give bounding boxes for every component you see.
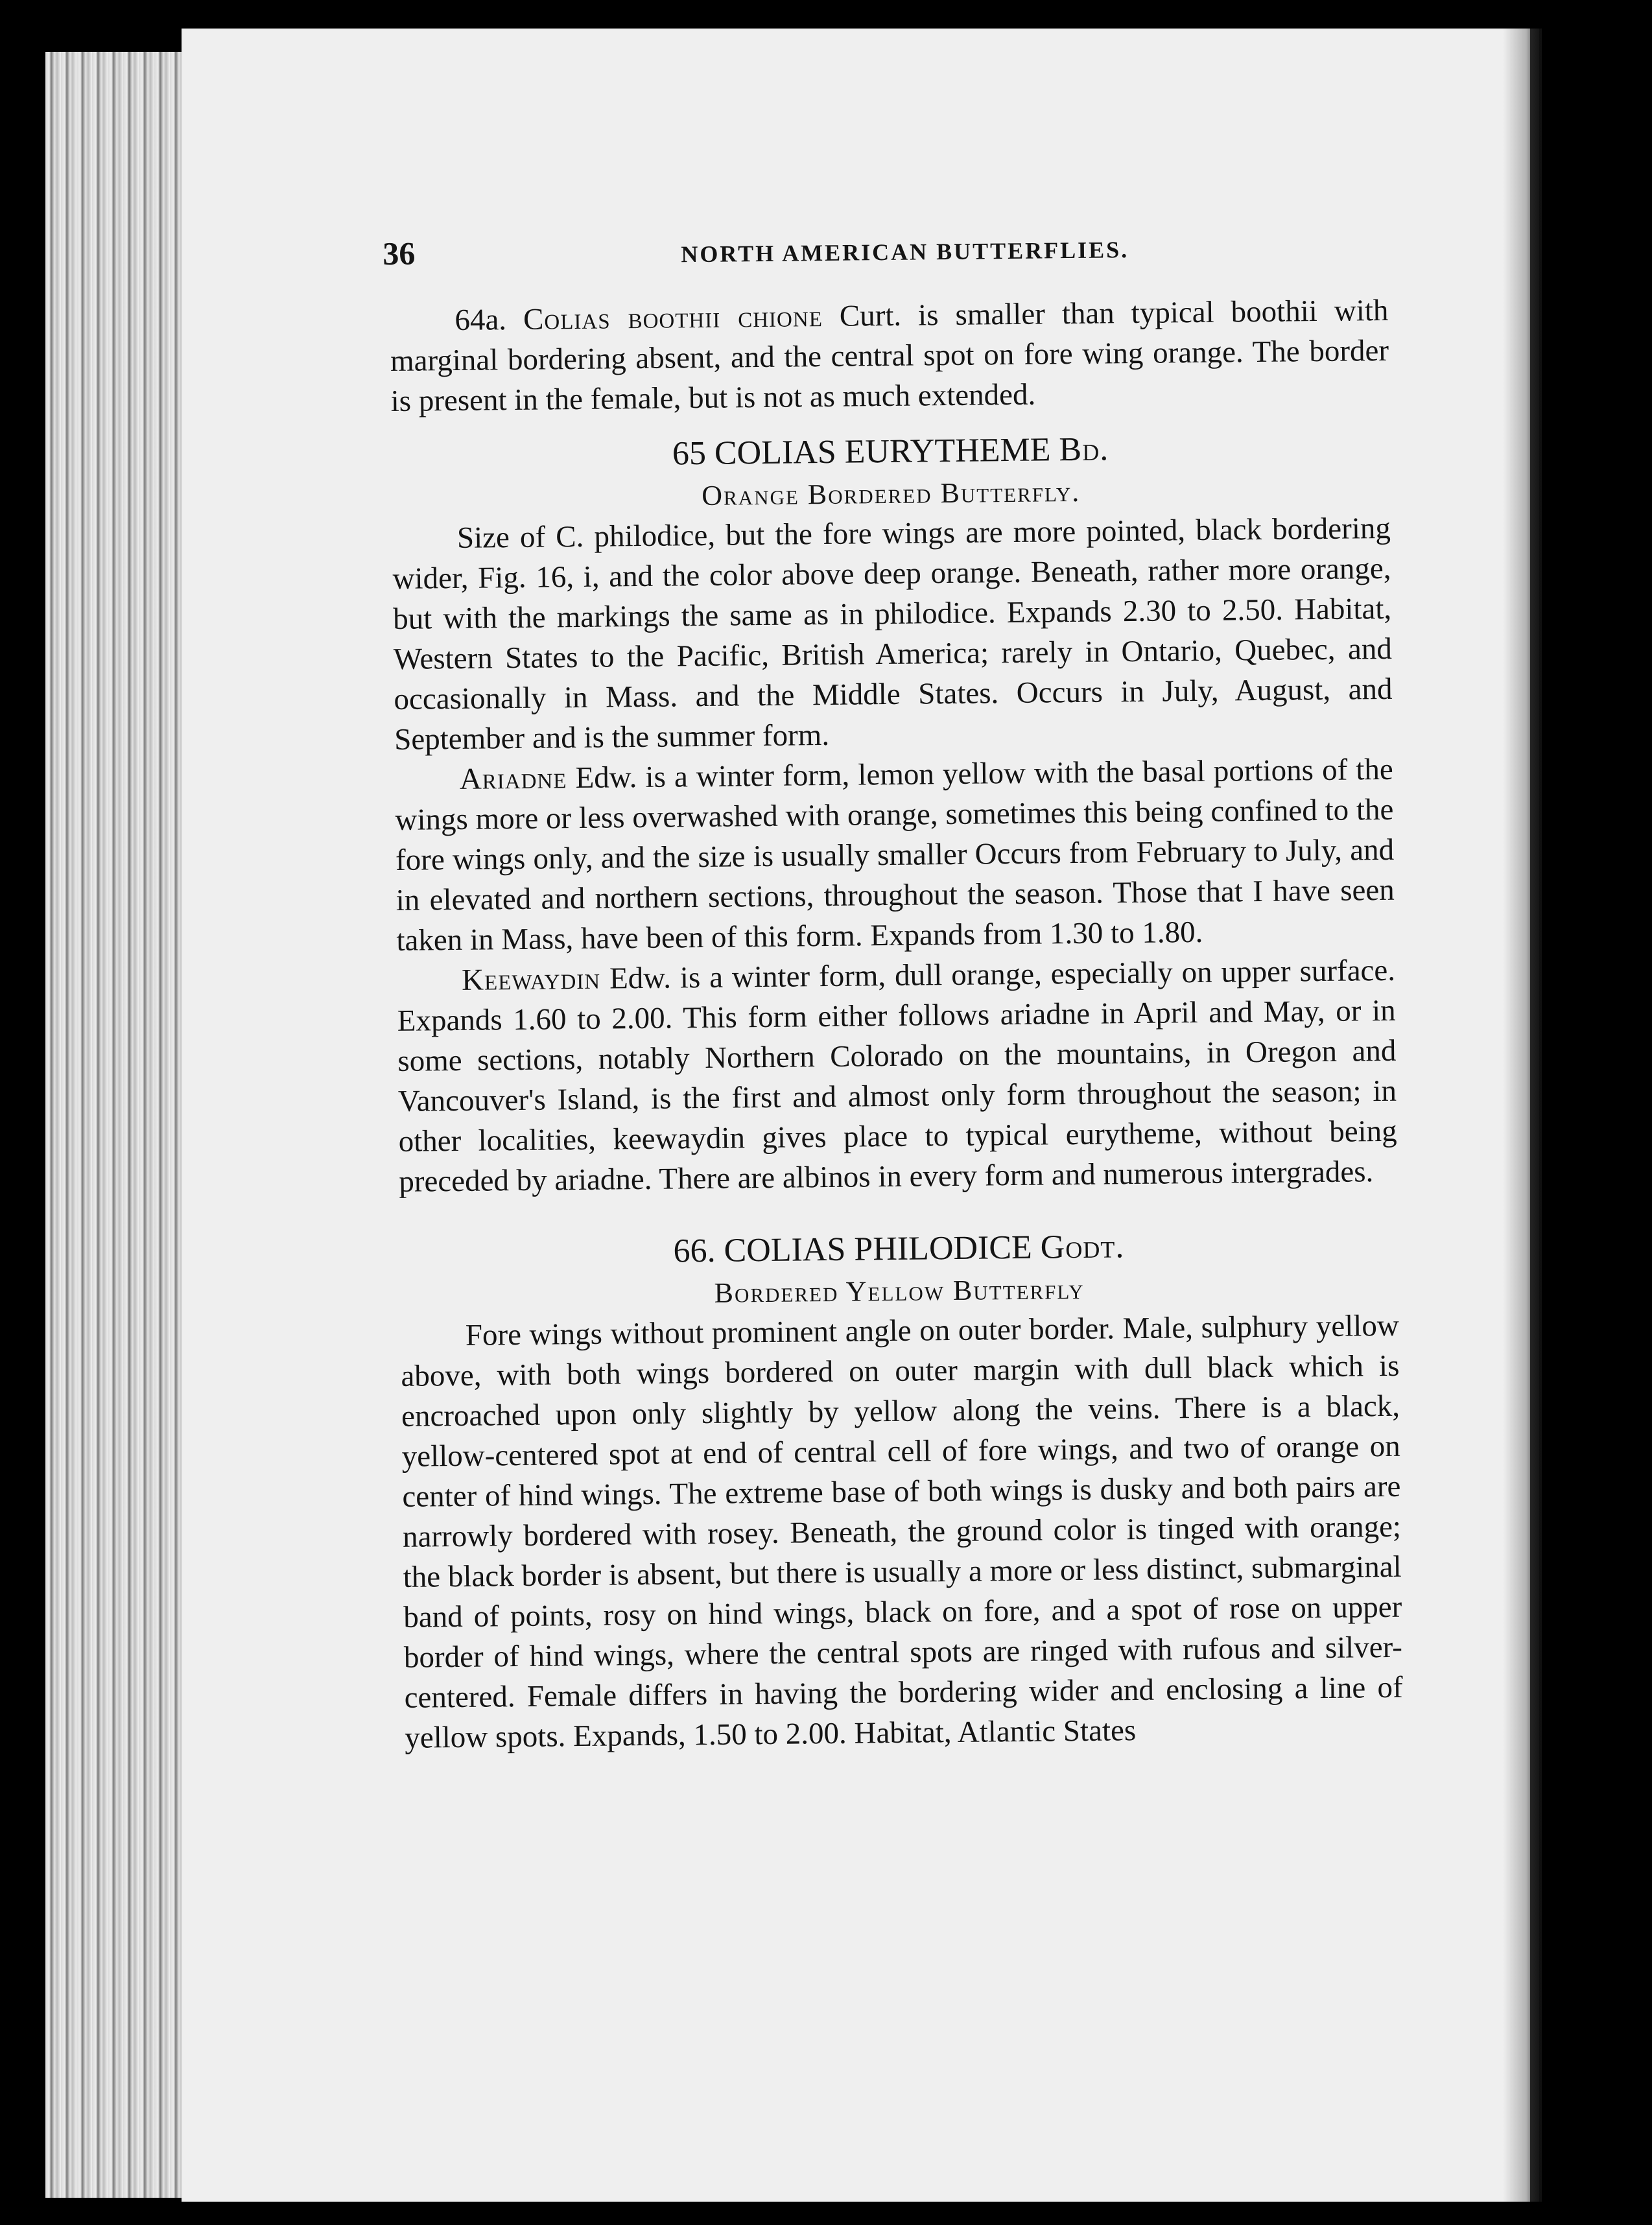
entry-65-number: 65 <box>672 434 707 473</box>
entry-65-title: COLIAS EURYTHEME <box>714 431 1051 472</box>
entry-66-title: COLIAS PHILODICE <box>724 1229 1033 1269</box>
page-text <box>383 223 1404 1758</box>
entry-65-common-name: Orange Bordered Butterfly. <box>702 475 1081 512</box>
entry-64a <box>390 290 1389 421</box>
entry-64a-label: 64a. <box>454 303 507 337</box>
entry-66-number: 66. <box>673 1232 716 1270</box>
entry-66-common-name: Bordered Yellow Butterfly <box>714 1273 1085 1309</box>
book-page-edges <box>45 52 195 2198</box>
page-number: 36 <box>383 235 416 272</box>
entry-66-author: Godt. <box>1040 1228 1125 1266</box>
keewaydin-text: Edw. is a winter form, dull orange, especially on upper surface. Expands 1.60 to 2.00. This form either follows ariadne in April and May, or in some sections, notably Northern Colorado on the mountains, in Oregon and Vancouver's Island, is the first and almost only form throughout the season; in other localities, keewaydin gives place to typical eurytheme, without being preceded by ariadne. There are albinos in every form and numerous intergrades. <box>397 953 1397 1199</box>
entry-65-ariadne <box>395 749 1395 961</box>
entry-66-paragraph: Fore wings without prominent angle on outer border. Male, sulphury yellow above, with both wings bordered on outer margin with dull black which is encroached upon only slightly by yellow along the veins. There is a black, yellow-centered spot at end of central cell of fore wings, and two of orange on center of hind wings. The extreme base of both wings is dusky and both pairs are narrowly bordered with rosey. Beneath, the ground color is tinged with orange; the black border is absent, but there is usually a more or less distinct, submarginal band of points, rosy on hind wings, black on fore, and a spot of rose on upper border of hind wings, where the central spots are ringed with rufous and silver-centered. Female differs in having the bordering wider and enclosing a line of yellow spots. Expands, 1.50 to 2.00. Habitat, Atlantic States <box>401 1308 1403 1755</box>
ariadne-text: Edw. is a winter form, lemon yellow with the basal portions of the wings more or less overwashed with orange, sometimes this being confined to the fore wings only, and the size is usually smaller Occurs from February to July, and in elevated and northern sections, throughout the season. Those that I have seen taken in Mass, have been of this form. Expands from 1.30 to 1.80. <box>395 752 1395 958</box>
entry-64a-text: Curt. is smaller than typical boothii with marginal bordering absent, and the central spot on fore wing orange. The border is present in the female, but is not as much extended. <box>390 293 1389 418</box>
running-head <box>383 223 1388 285</box>
ariadne-name: Ariadne <box>459 761 567 796</box>
entry-65-paragraph: Size of C. philodice, but the fore wings are more pointed, black bordering wider, Fig. 16, i, and the color above deep orange. Beneath, rather more orange, but with the markings the same as in philodice. Expands 2.30 to 2.50. Habitat, Western States to the Pacific, British America; rarely in Ontario, Quebec, and occasionally in Mass. and the Middle States. Occurs in July, August, and September and is the summer form. <box>392 511 1393 757</box>
page-gutter-shadow <box>1503 29 1542 2202</box>
keewaydin-name: Keewaydin <box>461 961 601 997</box>
entry-65-author: Bd. <box>1059 430 1109 469</box>
entry-65-keewaydin <box>397 950 1398 1202</box>
entry-64a-name: Colias boothii chione <box>523 300 823 336</box>
running-title: NORTH AMERICAN BUTTERFLIES. <box>681 237 1129 268</box>
